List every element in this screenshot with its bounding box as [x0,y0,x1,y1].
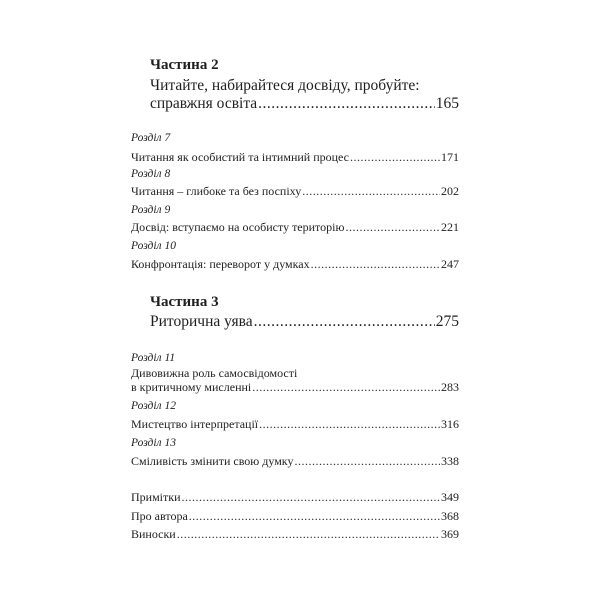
dot-leader [259,417,440,432]
chapter-11-label: Розділ 11 [131,352,176,364]
chapter-7-entry [131,150,459,165]
back-matter-about-author [131,509,459,524]
dot-leader [311,257,440,272]
chapter-13-entry [131,454,459,469]
chapter-13-page: 338 [441,454,459,468]
dot-leader [345,220,440,235]
chapter-9-entry [131,220,459,235]
about-author-title: Про автора [131,509,188,523]
dot-leader [350,150,440,165]
part-2-label: Частина 2 [150,57,219,73]
chapter-11-page: 283 [441,380,459,394]
dot-leader [258,94,435,113]
chapter-10-entry [131,257,459,272]
chapter-7-page: 171 [441,150,459,164]
about-author-page: 368 [441,509,459,523]
back-matter-footnotes [131,527,459,542]
dot-leader [177,527,440,542]
dot-leader [294,454,440,469]
chapter-12-entry [131,417,459,432]
part-2-title-line1: Читайте, набирайтеся досвіду, пробуйте: [150,77,420,94]
part-3-title: Риторична уява [150,313,253,330]
chapter-8-title: Читання – глибоке та без поспіху [131,184,302,198]
dot-leader [252,380,440,395]
dot-leader [189,509,440,524]
part-2-title-text: справжня освіта [150,95,258,112]
chapter-13-label: Розділ 13 [131,437,176,449]
chapter-13-title: Сміливість змінити свою думку [131,454,294,468]
dot-leader [182,490,440,505]
chapter-7-label: Розділ 7 [131,132,171,144]
chapter-11-entry [131,380,459,395]
chapter-7-title: Читання як особистий та інтимний процес [131,150,350,164]
chapter-9-title: Досвід: вступаємо на особисту територію [131,220,345,234]
footnotes-title: Виноски [131,527,176,541]
footnotes-page: 369 [441,527,459,541]
notes-title: Примітки [131,490,181,504]
back-matter-notes [131,490,459,505]
chapter-12-label: Розділ 12 [131,400,176,412]
part-3-label: Частина 3 [150,294,219,310]
chapter-8-label: Розділ 8 [131,168,171,180]
dot-leader [302,184,440,199]
notes-page: 349 [441,490,459,504]
chapter-10-label: Розділ 10 [131,240,176,252]
chapter-9-page: 221 [441,220,459,234]
chapter-8-page: 202 [441,184,459,198]
chapter-10-page: 247 [441,257,459,271]
chapter-12-title: Мистецтво інтерпретації [131,417,259,431]
part-3-page: 275 [435,313,459,330]
part-3-title-line [150,312,459,331]
chapter-10-title: Конфронтація: переворот у думках [131,257,310,271]
chapter-12-page: 316 [441,417,459,431]
chapter-8-entry [131,184,459,199]
part-2-title-line2 [150,94,459,113]
part-2-page: 165 [435,95,459,112]
chapter-11-title-line2: в критичному мисленні [131,380,252,394]
dot-leader [254,312,435,331]
chapter-9-label: Розділ 9 [131,204,171,216]
chapter-11-title-line1: Дивовижна роль самосвідомості [131,366,298,380]
